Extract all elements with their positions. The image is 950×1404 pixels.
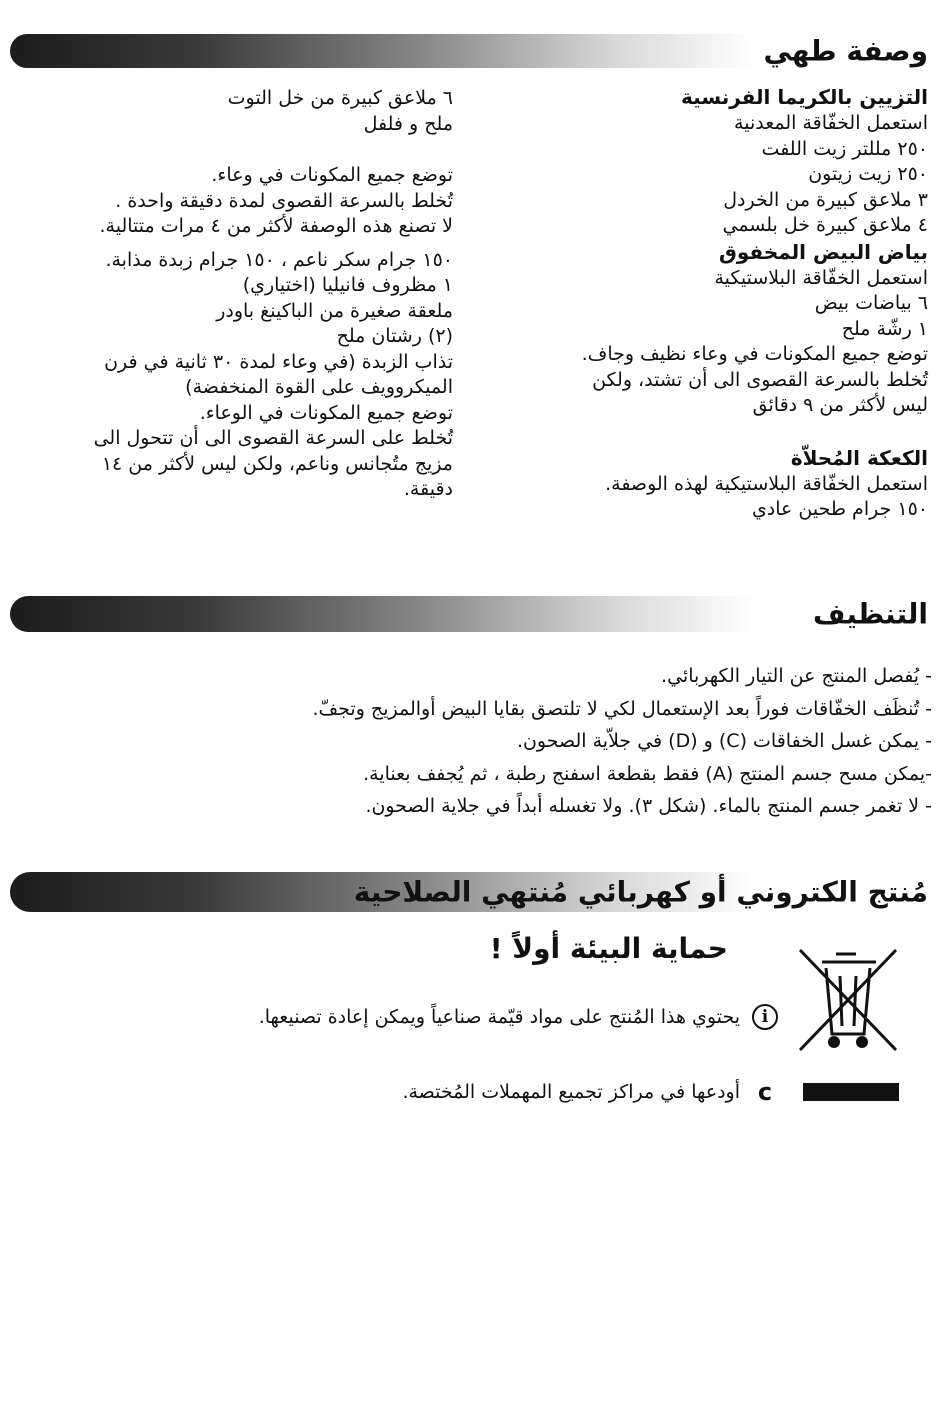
- recipe-line: ١٥٠ جرام طحين عادي: [751, 498, 928, 520]
- cleaning-item: -يمكن مسح جسم المنتج (A) فقط بقطعة اسفنج رطبة ، ثم يُجفف بعناية.: [363, 762, 932, 785]
- cleaning-item: - يمكن غسل الخفاقات (C) و (D) في جلاّية الصحون.: [516, 730, 932, 752]
- info-icon: i: [752, 1004, 778, 1030]
- recipes-header-bar: [10, 34, 940, 68]
- separator-bar: [803, 1083, 899, 1101]
- recipe-line: ٦ ملاعق كبيرة من خل التوت: [227, 87, 453, 109]
- recipe-line: تُخلط بالسرعة القصوى لمدة دقيقة واحدة .: [115, 189, 453, 212]
- recipe-line: تُخلط على السرعة القصوى الى أن تتحول الى: [93, 427, 453, 449]
- recipes-left-column: [13, 86, 453, 503]
- cleaning-item: - تُنظَف الخفّاقات فوراً بعد الإستعمال لكي لا تلتصق بقايا البيض أوالمزيج وتجفّ.: [312, 697, 932, 720]
- cleaning-header-bar: [10, 596, 940, 632]
- recipe-line: دقيقة.: [403, 478, 453, 500]
- recipe-line: ٤ ملاعق كبيرة خل بلسمي: [722, 214, 928, 236]
- recipe-line: توضع جميع المكونات في وعاء.: [211, 164, 453, 186]
- recipe-line: ١٥٠ جرام سكر ناعم ، ١٥٠ جرام زبدة مذابة.: [105, 248, 453, 271]
- recipe-line: الميكروويف على القوة المنخفضة): [185, 376, 453, 398]
- recipes-right-column: [488, 84, 928, 523]
- recipe-line: ٣ ملاعق كبيرة من الخردل: [723, 188, 928, 211]
- cleaning-item: - لا تغمر جسم المنتج بالماء. (شكل ٣). ولا تغسله أبداً في جلاية الصحون.: [365, 795, 932, 817]
- recipe-line: ١ رشّة ملح: [841, 317, 928, 340]
- recipe-line: ٢٥٠ زيت زيتون: [808, 163, 928, 185]
- recycle-text: أودعها في مراكز تجميع المهملات المُختصة.: [402, 1081, 740, 1103]
- environment-subtitle: حماية البيئة أولاً !: [489, 932, 728, 965]
- disposal-header-bar: [10, 872, 940, 912]
- recipe-line: استعمل الخفّاقة البلاستيكية لهذه الوصفة.: [605, 472, 928, 495]
- recipe-line: ليس لأكثر من ٩ دقائق: [752, 394, 928, 416]
- recipe-line: استعمل الخفّاقة البلاستيكية: [714, 266, 928, 289]
- recipes-title: وصفة طهي: [763, 34, 928, 68]
- section-title-sweet-cake: الكعكة المُحلاّة: [790, 445, 928, 470]
- info-text: يحتوي هذا المُنتج على مواد قيّمة صناعياً ويمكن إعادة تصنيعها.: [258, 1006, 740, 1028]
- section-title-french-dressing: التزيين بالكريما الفرنسية: [681, 85, 928, 109]
- recipe-line: لا تصنع هذه الوصفة لأكثر من ٤ مرات متتالية.: [99, 215, 453, 237]
- recipe-line: ٦ بياضات بيض: [814, 292, 928, 314]
- recipe-line: ملح و فلفل: [363, 112, 453, 135]
- recipe-line: ٢٥٠ مللتر زيت اللفت: [761, 137, 928, 160]
- recipe-line: تذاب الزبدة (في وعاء لمدة ٣٠ ثانية في فرن: [104, 350, 453, 373]
- info-row: [259, 1004, 778, 1030]
- recipe-line: (٢) رشتان ملح: [336, 325, 453, 347]
- cleaning-item: - يُفصل المنتج عن التيار الكهربائي.: [661, 665, 932, 687]
- recipe-line: استعمل الخفّاقة المعدنية: [734, 112, 928, 134]
- section-title-whipped-egg-whites: بياض البيض المخفوق: [719, 239, 928, 264]
- recipe-line: ملعقة صغيرة من الباكينغ باودر: [216, 299, 453, 322]
- cleaning-list: [32, 660, 932, 823]
- recipe-line: توضع جميع المكونات في وعاء نظيف وجاف.: [581, 343, 928, 365]
- crossed-bin-icon: [796, 946, 900, 1056]
- recipe-line: ١ مظروف فانيليا (اختياري): [242, 274, 453, 296]
- recipe-line: مزيج متُجانس وناعم، ولكن ليس لأكثر من ١٤: [101, 452, 453, 475]
- recipe-line: تُخلط بالسرعة القصوى الى أن تشتد، ولكن: [592, 368, 928, 391]
- disposal-title: مُنتج الكتروني أو كهربائي مُنتهي الصلاحية: [353, 875, 928, 909]
- recycle-arrow-icon: c: [757, 1078, 773, 1106]
- recipe-line: توضع جميع المكونات في الوعاء.: [199, 401, 453, 424]
- cleaning-title: التنظيف: [812, 597, 928, 631]
- recycle-row: [402, 1079, 778, 1105]
